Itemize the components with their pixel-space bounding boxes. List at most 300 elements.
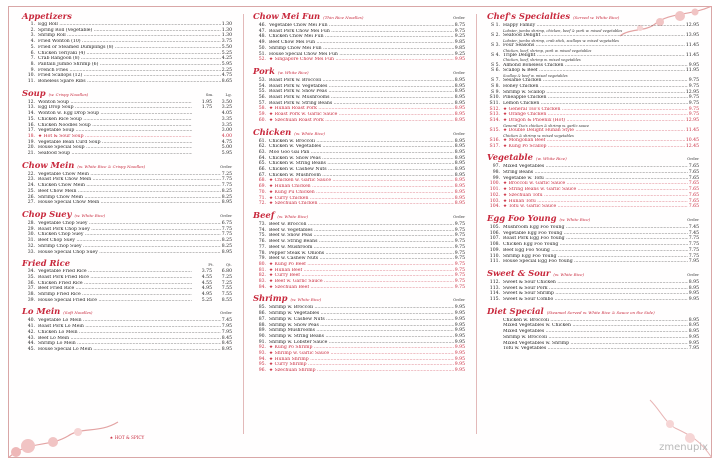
item-price: 7.95 [688,346,699,352]
section-column-headers [206,92,232,98]
item-name: Egg Roll ..... [38,22,221,28]
item-name: Chicken Teriyaki (4) ..... [38,51,221,57]
item-price: 8.95 [454,138,465,144]
item-number: 36. [27,280,35,286]
item-name: ★ Szechuan Roast Pork ..... [269,118,454,124]
item-price: 9.85 [454,40,465,46]
item-number: 45. [27,346,35,352]
item-number: 51. [258,51,266,57]
item-number: 61. [258,138,266,144]
item-name: Roast Pork Lo Mein ..... [38,324,221,330]
item-name: Roast Pork Chow Mei Fun ..... [269,29,454,35]
item-price: 9.75 [454,267,465,273]
menu-section-chicken [253,128,465,207]
item-name: Vegetable Soup ..... [38,128,192,134]
item-number: S13. [489,112,500,118]
item-price-large: 4.05 [221,111,232,117]
item-price: 10.45 [685,137,699,143]
item-price: 8.95 [688,285,699,291]
column-header: Order [686,217,699,222]
item-price: 9.95 [454,316,465,322]
item-name: Sweet & Sour Shrimp ..... [503,291,688,297]
section-title [487,307,655,317]
item-price: 9.75 [454,239,465,245]
item-name: Chicken Egg Foo Young ..... [503,242,688,248]
item-number: 32. [27,243,35,249]
item-description: Chicken, beef, shrimp, pork w. mixed vegetables [503,48,592,53]
item-price: 8.95 [221,346,232,352]
menu-section-chefs-specialties [487,12,699,149]
item-name: Roast Pork w. Snow Peas ..... [269,89,454,95]
section-title [253,12,363,22]
item-number: 25. [27,188,35,194]
item-price-small: 4.55 [201,274,212,280]
section-header [487,214,699,224]
section-column-headers [220,213,232,219]
section-column-headers [208,262,232,268]
item-number: 115. [489,297,500,303]
item-price: 9.75 [454,244,465,250]
item-price: 7.95 [688,259,699,265]
item-name: Roast Pork w. Vegetables ..... [269,84,454,90]
item-price-large: 7.55 [221,286,232,292]
item-price: 8.25 [221,243,232,249]
item-name: Vegetable Lo Mein ..... [38,318,221,324]
menu-item [487,259,699,265]
item-name: House Special Chow Mei Fun ..... [269,52,454,58]
section-title-text: Chow Mei Fun [253,11,321,21]
item-name: Chicken Noodles Soup ..... [38,123,192,129]
item-number: S17. [489,143,500,149]
item-name: ★ Broccoli w. Garlic Sauce ..... [503,181,688,187]
item-price: 7.95 [221,329,232,335]
item-number: 8. [30,61,35,67]
item-number: 74. [258,227,266,233]
item-number: S 5. [491,62,500,68]
item-price-large: 7.25 [221,280,232,286]
item-name: Sesame Chicken ..... [503,78,688,84]
item-name: Spring Roll (Vegetable) ..... [38,28,221,34]
item-price: 8.25 [221,194,232,200]
item-number: 69. [258,184,266,190]
section-title [22,161,145,171]
item-name: Chicken Rice Soup ..... [38,117,192,123]
item-name: Chicken Chop Suey ..... [38,232,221,238]
item-description: Lobster, jumbo shrimp, crab stick, scallops w. mixed vegetables [503,38,619,43]
item-price: 9.95 [454,328,465,334]
item-price: 7.65 [688,170,699,176]
item-name: Mixed Vegetables w. Shrimp ..... [503,341,688,347]
item-description: Scallop & beef w. mixed vegetables [503,74,568,79]
item-price: 9.75 [688,78,699,84]
item-price: 9.95 [454,362,465,368]
item-name: Roast Pork Chow Mein ..... [38,177,221,183]
item-price: 9.95 [454,333,465,339]
item-number: 43. [27,335,35,341]
section-title-text: Shrimp [253,293,288,304]
item-price: 2.25 [221,67,232,73]
section-note: (Served w. White Rice) [573,15,620,20]
item-name: Beef w. Broccoli ..... [269,222,454,228]
item-price-large: 3.35 [221,122,232,128]
column-header: Order [686,156,699,162]
item-description: General Tso's chicken & shrimp w. garlic sauce [503,123,590,128]
item-price-large: 8.55 [221,297,232,303]
item-number: 77. [258,244,266,250]
section-header [253,12,465,22]
item-price: 8.95 [454,100,465,106]
item-name: Roast Pork Fried Rice ..... [38,275,192,281]
item-price: 9.75 [454,227,465,233]
item-number: 82. [258,273,266,279]
item-price: 7.65 [688,175,699,181]
item-price: 8.95 [454,144,465,150]
menu-item [487,204,699,210]
item-number: 21. [27,151,35,157]
item-number: 12. [27,99,35,105]
item-number: 96. [258,368,266,374]
section-title [487,12,619,22]
item-price: 9.75 [454,261,465,267]
section-note: (w. White Rice) [277,213,309,219]
item-name: Roast Pork w. String Beans ..... [269,101,454,107]
item-price: 8.95 [221,249,232,255]
section-note: (w. Crispy Noodles) [48,91,89,97]
column-header: Order [452,297,465,303]
item-number: 101. [489,187,500,193]
item-name: ★ Kung Pu Chicken ..... [269,190,454,196]
item-price: 9.75 [454,221,465,227]
item-name: ★ Curry Chicken ..... [269,196,454,202]
item-price: 5.25 [221,50,232,56]
section-header [22,259,232,268]
item-name: Vegetable Bean Curd Soup ..... [38,140,192,146]
item-number: S 3. [491,42,500,48]
column-header: Order [452,213,465,219]
item-number: 105. [489,225,500,230]
item-name: Moo Goo Gai Pan ..... [269,150,454,156]
menu-section-fried-rice [22,259,232,303]
item-number: 1. [30,22,35,27]
item-number: 76. [258,239,266,245]
item-price-large: 4.00 [221,133,232,139]
item-price: 8.95 [454,155,465,161]
item-price: 8.95 [454,189,465,195]
item-name: Seafood Soup ..... [38,151,192,157]
item-name: Vegetable Chow Mein ..... [38,172,221,178]
item-number: S15. [489,128,500,134]
item-number: 3. [30,33,35,39]
item-number: 2. [30,27,35,33]
item-price: 9.95 [454,351,465,357]
item-price: 5.95 [221,61,232,67]
item-number: S10. [489,95,500,101]
section-title [253,211,308,221]
column-header: Order [686,271,699,277]
item-price: 9.95 [688,297,699,303]
item-number: 102. [489,192,500,198]
item-number: 93. [258,351,266,357]
item-number: 98. [492,170,500,176]
item-number: 75. [258,233,266,239]
item-name: ★ Kung Po Scallop ..... [503,144,685,150]
item-number: 48. [258,34,266,40]
item-price: 8.95 [454,77,465,83]
column-header: Order [219,212,232,218]
item-number: 35. [27,274,35,280]
item-name: Fried Wonton (10) ..... [38,39,221,45]
item-number: 28. [27,220,35,226]
item-name: House Special Chop Suey ..... [38,250,221,256]
item-number: 33. [27,249,35,255]
item-number: 60. [258,117,266,123]
item-name: Beef Chop Suey ..... [38,238,221,244]
item-number: 18. [27,133,35,139]
item-number: 83. [258,279,266,285]
item-name: Beef Chow Mei Fun ..... [269,40,454,46]
item-price: 7.65 [688,164,699,170]
item-number: S11. [489,101,500,107]
item-number: 27. [27,200,35,206]
item-name: Tofu w. Vegetables ..... [503,346,688,352]
item-price: 7.75 [688,253,699,259]
item-price: 8.75 [454,23,465,28]
menu-section-sweet-sour [487,269,699,303]
item-name: Boneless Spare Ribs ..... [38,79,221,85]
item-price: 7.65 [688,187,699,193]
item-price: 1.30 [221,33,232,39]
menu-item [487,346,699,352]
item-name: Vegetable Fried Rice ..... [38,269,192,275]
item-price: 8.95 [454,89,465,95]
item-price-large: 6.80 [221,269,232,275]
section-header [22,210,232,220]
item-price: 12.95 [685,23,699,28]
item-price: 8.95 [454,161,465,167]
item-name: Wonton Soup ..... [38,100,192,106]
item-number: 15. [27,116,35,122]
section-title-text: Beef [253,209,275,220]
item-price: 7.45 [688,230,699,236]
item-price: 9.75 [454,250,465,256]
item-number: 108. [489,242,500,248]
item-name: Happy Family ..... [503,23,685,29]
item-number: 42. [27,329,35,335]
item-number: 65. [258,161,266,167]
menu-item [487,23,699,29]
menu-item [22,347,232,353]
item-number: 17. [27,128,35,134]
item-number: 109. [489,247,500,253]
floral-decoration-bottom-left [8,400,138,458]
item-name: Beef w. Vegetables ..... [269,228,454,234]
item-name: Shrimp Egg Foo Young ..... [503,254,688,260]
menu-section-chop-suey [22,210,232,255]
item-price-small: 4.95 [201,286,212,292]
menu-section-chow-mein [22,161,232,206]
item-price: 11.45 [685,52,699,58]
item-price: 9.95 [688,340,699,346]
menu-section-chow-mei-fun [253,12,465,63]
item-name: Vegetable Egg Foo Young ..... [503,231,688,237]
item-number: 111. [489,259,500,265]
item-number: 38. [27,292,35,298]
item-number: 13. [27,105,35,111]
column-header: Qt. [225,262,232,268]
item-number: 79. [258,256,266,262]
item-number: S 2. [491,32,500,38]
item-price: 9.95 [454,322,465,328]
section-title-text: Diet Special [487,305,544,316]
section-title-text: Vegetable [487,152,533,163]
item-price: 11.95 [685,68,699,74]
item-name: ★ Tofu w. Garlic Sauce ..... [503,204,688,210]
item-number: 50. [258,45,266,51]
section-note: (w. White Rice) [277,69,309,75]
section-header [22,89,232,99]
item-price: 7.45 [221,318,232,324]
item-price: 4.25 [221,56,232,62]
item-price: 9.95 [454,339,465,345]
item-number: 67. [258,172,266,178]
item-price: 8.95 [454,172,465,178]
section-title-text: Chef's Specialties [487,11,571,21]
item-name: Egg Drop Soup ..... [38,105,192,111]
item-name: Beef w. Mushroom ..... [269,245,454,251]
item-name: Seafood Delight ..... [503,33,685,39]
item-number: 87. [258,316,266,322]
item-name: Shrimp Roll ..... [38,33,221,39]
item-number: S 4. [491,52,500,58]
item-name: Pineapple Chicken ..... [503,95,688,101]
section-header [253,211,465,221]
item-number: 58. [258,106,266,112]
item-name: ★ Szechuan Chicken ..... [269,201,454,207]
item-price: 11.45 [685,128,699,134]
item-name: Vegetable Chop Suey ..... [38,221,221,227]
menu-section-appetizers [22,12,232,85]
item-price: 12.95 [685,118,699,124]
section-header [487,12,699,22]
item-number: 41. [27,324,35,330]
item-number: 81. [258,267,266,273]
item-name: House Special Lo Mein ..... [38,347,221,353]
menu-item [22,79,232,85]
item-number: 10. [27,73,35,79]
item-name: ★ Roast Pork w. Garlic Sauce ..... [269,112,454,118]
item-number: 110. [489,253,500,259]
item-name: ★ Singapore Chow Mei Fun ..... [269,57,454,63]
item-name: Roast Pork w. Mushrooms ..... [269,95,454,101]
item-price: 7.65 [688,204,699,210]
item-number: 112. [489,279,500,285]
item-number: 5. [30,44,35,50]
item-price: 8.95 [454,195,465,201]
item-price: 7.75 [688,247,699,253]
item-number: S 9. [491,89,500,95]
item-number: 66. [258,167,266,173]
item-price-small: 1.95 [201,99,212,105]
item-number: 80. [258,261,266,267]
column-header: Lg. [225,91,232,97]
menu-item [487,43,699,49]
item-number: 71. [258,195,266,201]
section-title [487,269,584,279]
item-number: 46. [258,23,266,28]
column-divider [476,14,477,434]
menu-item [253,57,465,63]
section-header [22,12,232,21]
item-number: 16. [27,122,35,128]
item-name: Sweet & Sour Pork ..... [503,286,688,292]
item-price-large: 5.95 [221,151,232,157]
item-price: 9.75 [454,233,465,239]
item-price: 9.75 [454,256,465,262]
menu-section-vegetable [487,153,699,210]
item-number: 19. [27,139,35,145]
item-number: S 1. [491,23,500,28]
section-title-text: Chicken [253,126,292,137]
item-name: Shrimp Lo Mein ..... [38,341,221,347]
section-note: (w. White Rice) [553,271,585,277]
item-number: S16. [489,137,500,143]
item-name: Roast Pork w. Broccoli ..... [269,78,454,84]
item-price: 13.95 [685,32,699,38]
item-description: Chicken, beef, shrimp w. mixed vegetables [503,58,581,63]
item-number: 9. [30,67,35,73]
item-price: 8.95 [454,106,465,112]
item-number: 6. [30,50,35,56]
item-name: Shrimp w. Lobster Sauce ..... [269,340,454,346]
item-number: 68. [258,178,266,184]
item-price: 7.45 [688,225,699,230]
item-name: Shrimp w. Broccoli ..... [269,305,454,311]
item-name: Beef w. Snow Peas ..... [269,233,454,239]
column-header: Sm. [205,91,214,97]
menu-section-soup [22,89,232,157]
item-price: 1.30 [221,27,232,33]
item-price-large: 5.00 [221,145,232,151]
item-name: Scallop & Beef ..... [503,68,685,74]
item-price: 9.75 [454,28,465,34]
item-price: 7.75 [221,232,232,238]
section-title-text: Lo Mein [22,306,61,317]
item-price: 8.95 [454,83,465,89]
item-price-small: 3.75 [201,269,212,275]
menu-item [22,200,232,206]
item-name: Wonton w. Egg Drop Soup ..... [38,111,192,117]
item-name: Pantalli Jumbo Shrimp (6) ..... [38,62,221,68]
item-price-large: 3.00 [221,128,232,134]
item-name: Mixed Vegetables ..... [503,329,688,335]
item-price: 9.75 [688,112,699,118]
item-price: 8.95 [688,329,699,335]
item-description: Lobster, jumbo shrimp, chicken, beef & pork w. mixed vegetables [503,28,623,33]
item-number: 63. [258,149,266,155]
item-name: Chicken w. Mushroom ..... [269,173,454,179]
item-number: 34. [27,269,35,275]
section-note: (w. White Rice & Crispy Noodles) [77,163,146,169]
item-name: ★ Szechuan Tofu ..... [503,193,688,199]
item-price-large: 7.25 [221,274,232,280]
item-number: S 6. [491,68,500,74]
item-price: 9.95 [454,305,465,311]
section-note: (w. White Rice) [74,212,106,218]
item-number: 114. [489,291,500,297]
item-price: 9.95 [688,334,699,340]
item-number: 22. [27,171,35,177]
menu-section-beef [253,211,465,290]
